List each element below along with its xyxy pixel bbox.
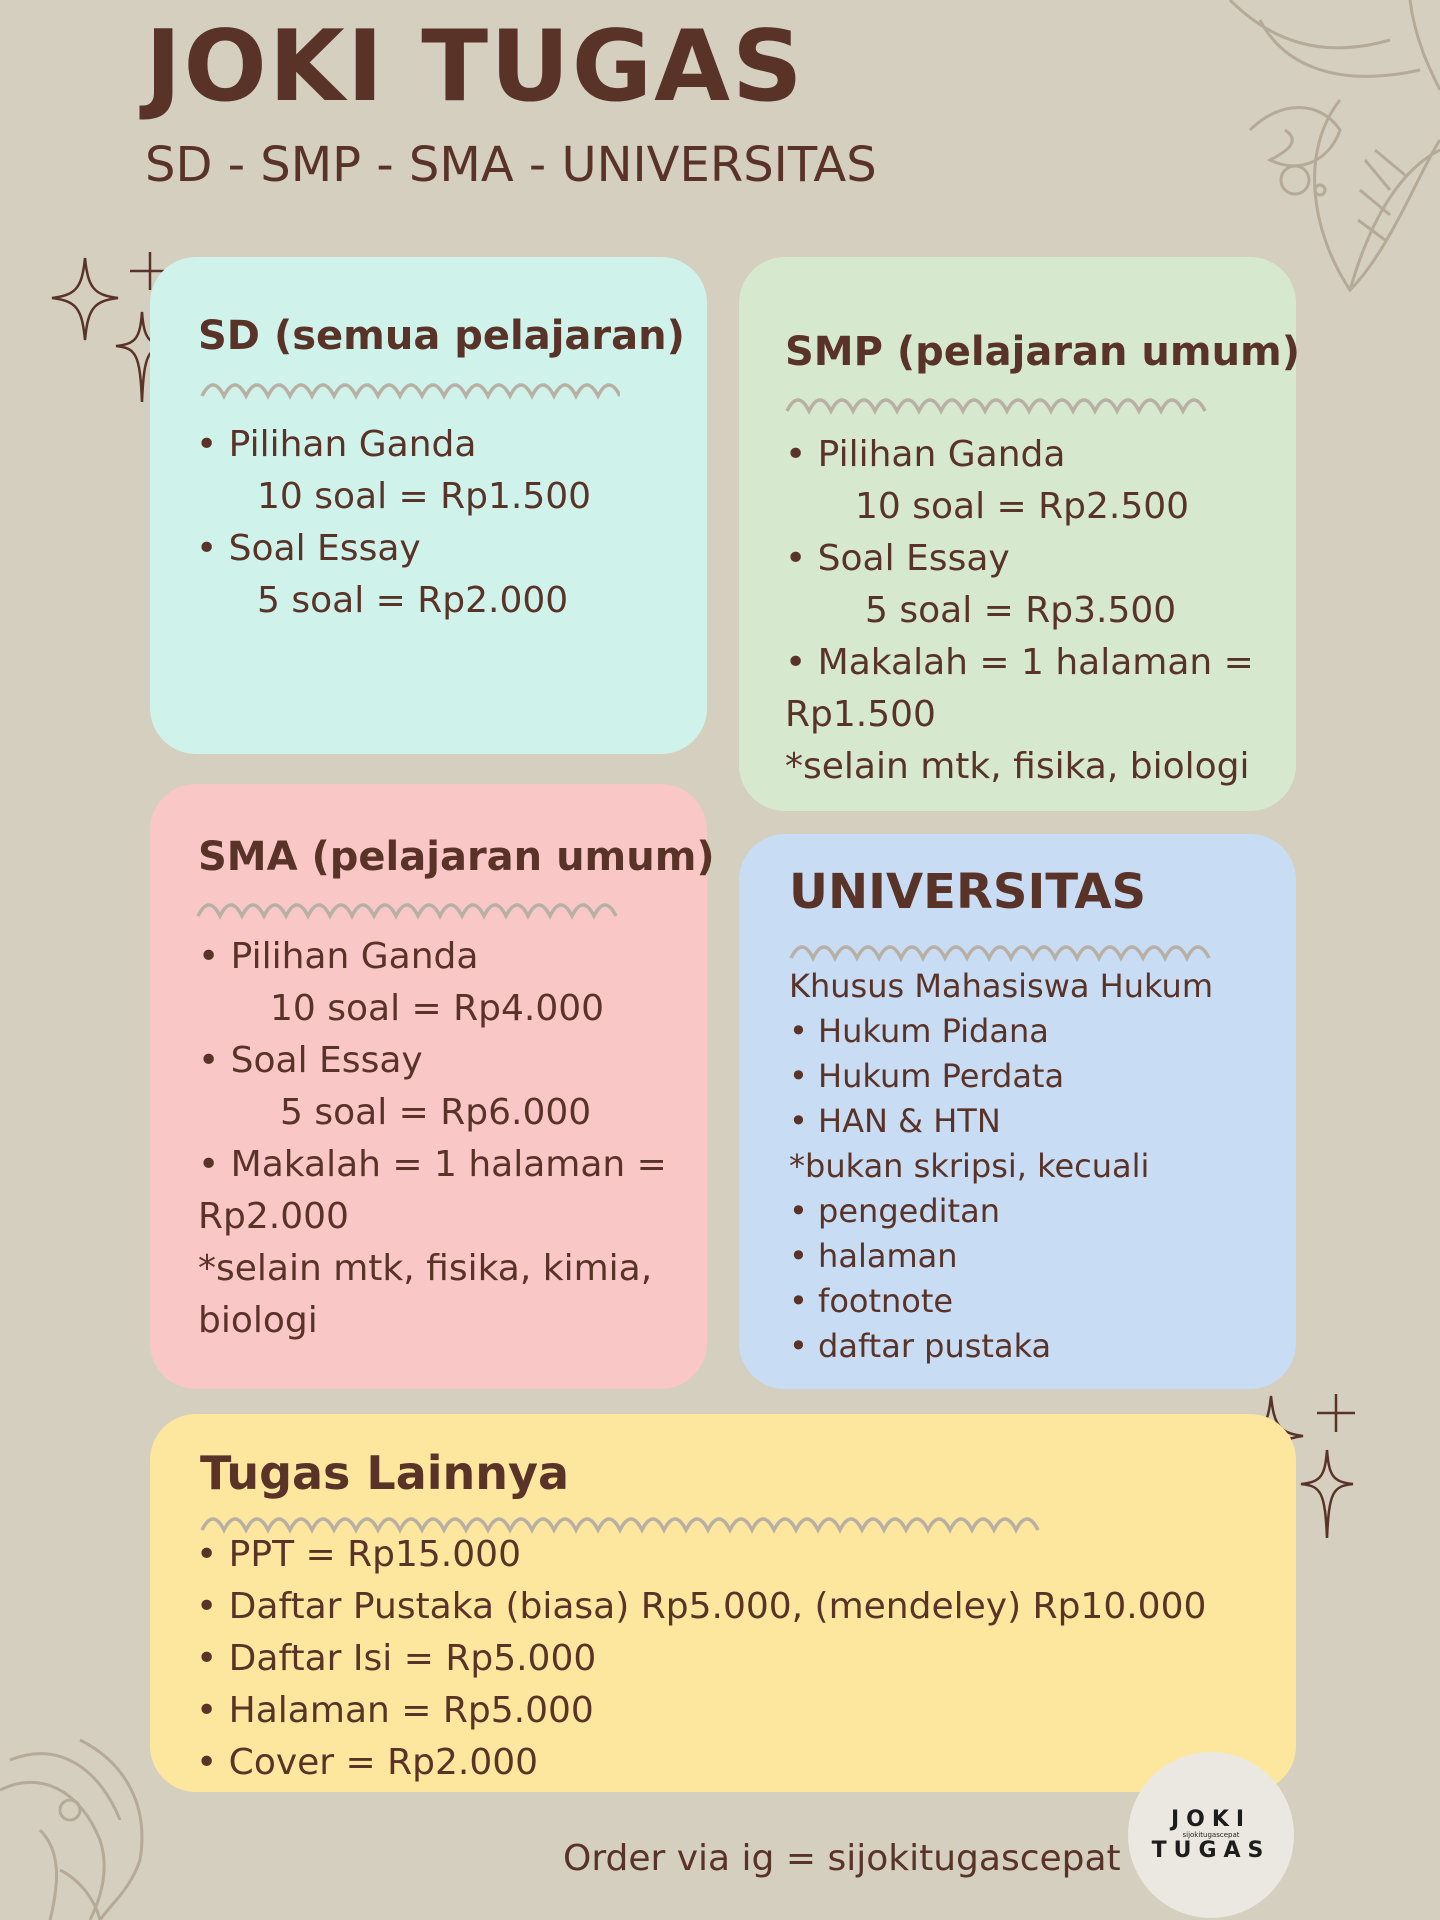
list-item: Rp2.000 — [198, 1196, 349, 1237]
list-item: 5 soal = Rp6.000 — [280, 1092, 592, 1133]
list-item: • Makalah = 1 halaman = — [198, 1144, 667, 1185]
card-smp-heading: SMP (pelajaran umum) — [785, 329, 1301, 375]
list-item: • halaman — [789, 1237, 958, 1275]
card-sma-heading: SMA (pelajaran umum) — [198, 834, 715, 880]
list-item: • Hukum Perdata — [789, 1057, 1065, 1095]
card-tugas-lainnya — [150, 1414, 1296, 1792]
list-item: • Daftar Isi = Rp5.000 — [196, 1638, 597, 1679]
wave-divider-icon — [200, 372, 620, 402]
wave-divider-icon — [789, 934, 1219, 964]
list-item: • Soal Essay — [196, 528, 421, 569]
card-universitas — [739, 834, 1296, 1389]
order-instagram-text: Order via ig = sijokitugascepat — [563, 1838, 1121, 1879]
card-sd — [150, 257, 707, 754]
card-universitas-heading: UNIVERSITAS — [789, 864, 1147, 920]
list-item: • Cover = Rp2.000 — [196, 1742, 539, 1783]
wave-divider-icon — [200, 1506, 1046, 1536]
list-item: • Daftar Pustaka (biasa) Rp5.000, (mendeley) Rp10.000 — [196, 1586, 1207, 1627]
list-item: 5 soal = Rp3.500 — [865, 590, 1177, 631]
list-item: *bukan skripsi, kecuali — [789, 1147, 1150, 1185]
card-tugas-lainnya-heading: Tugas Lainnya — [200, 1446, 570, 1500]
list-item: • Makalah = 1 halaman = — [785, 642, 1254, 683]
list-item: • daftar pustaka — [789, 1327, 1052, 1365]
list-item: Rp1.500 — [785, 694, 936, 735]
card-sma — [150, 784, 715, 1389]
list-item: • Hukum Pidana — [789, 1012, 1049, 1050]
card-smp — [739, 257, 1301, 811]
badge-text-handle: sijokitugascepat — [1182, 1830, 1240, 1839]
badge-text-top: JOKI — [1170, 1807, 1252, 1833]
list-item: • Soal Essay — [785, 538, 1010, 579]
list-item: • pengeditan — [789, 1192, 1000, 1230]
list-item: • Halaman = Rp5.000 — [196, 1690, 594, 1731]
list-item: *selain mtk, fisika, kimia, — [198, 1248, 653, 1289]
list-item: • footnote — [789, 1282, 954, 1320]
list-item: 5 soal = Rp2.000 — [257, 580, 569, 621]
wave-divider-icon — [196, 892, 626, 922]
list-item: *selain mtk, fisika, biologi — [785, 746, 1250, 787]
page-subtitle: SD - SMP - SMA - UNIVERSITAS — [145, 137, 877, 193]
card-sd-heading: SD (semua pelajaran) — [198, 313, 685, 359]
list-item: • Soal Essay — [198, 1040, 423, 1081]
brand-logo-badge — [1128, 1752, 1294, 1918]
list-item: • Pilihan Ganda — [198, 936, 479, 977]
page-title: JOKI TUGAS — [145, 10, 805, 124]
list-item: • HAN & HTN — [789, 1102, 1001, 1140]
list-item: 10 soal = Rp1.500 — [257, 476, 592, 517]
list-item: • PPT = Rp15.000 — [196, 1534, 521, 1575]
wave-divider-icon — [785, 387, 1215, 417]
list-item: • Pilihan Ganda — [196, 424, 477, 465]
list-item: biologi — [198, 1300, 318, 1341]
badge-text-bottom: TUGAS — [1151, 1837, 1271, 1863]
list-item: • Pilihan Ganda — [785, 434, 1066, 475]
list-item: 10 soal = Rp4.000 — [270, 988, 605, 1029]
list-item: Khusus Mahasiswa Hukum — [789, 967, 1213, 1005]
list-item: 10 soal = Rp2.500 — [855, 486, 1190, 527]
